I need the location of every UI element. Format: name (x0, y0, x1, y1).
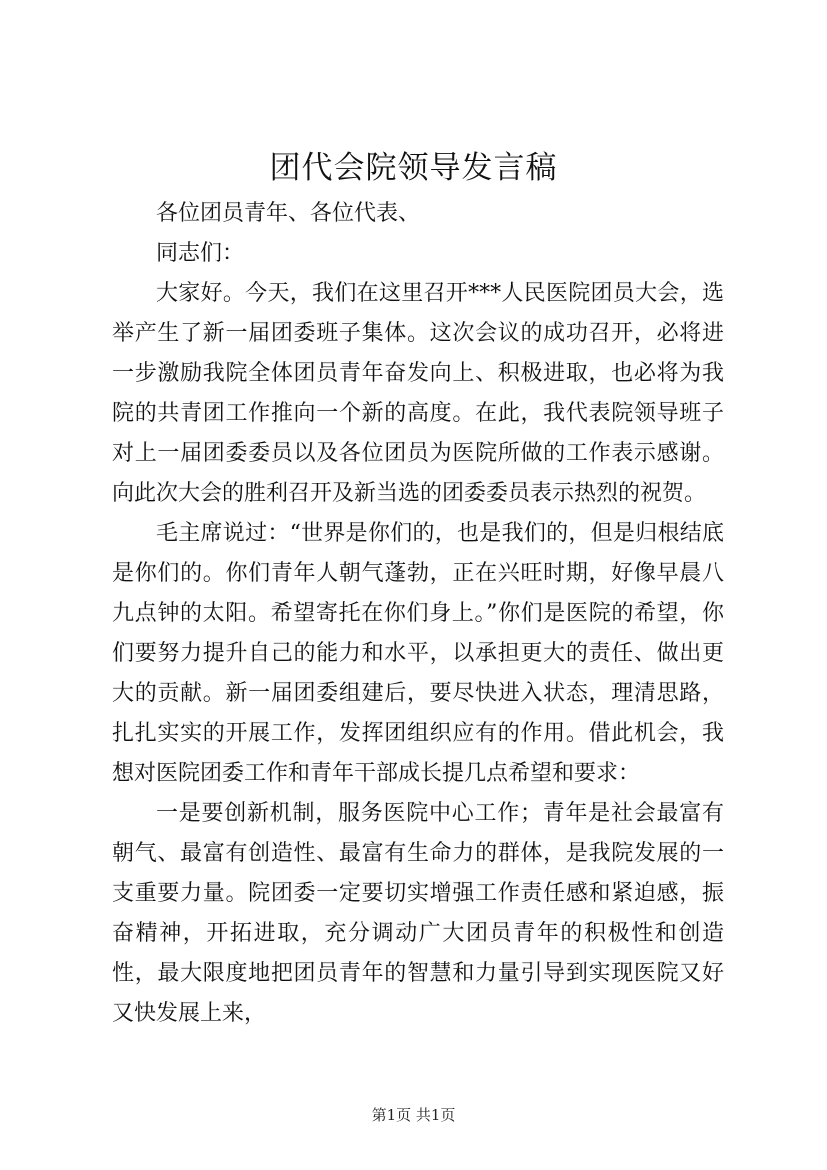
paragraph-quote: 毛主席说过：“世界是你们的，也是我们的，但是归根结底是你们的。你们青年人朝气蓬勃，正在兴旺时期，好像早晨八九点钟的太阳。希望寄托在你们身上。”你们是医院的希望，你们要努力提升自己的能力和水平，以承担更大的责任、做出更大的贡献。新一届团委组建后，要尽快进入状态，理清思路，扎扎实实的开展工作，发挥团组织应有的作用。借此机会，我想对医院团委工作和青年干部成长提几点希望和要求： (112, 521, 724, 786)
document-title: 团代会院领导发言稿 (269, 150, 558, 186)
salutation-line-1: 各位团员青年、各位代表、 (156, 201, 421, 226)
salutation-line-2: 同志们： (156, 241, 245, 266)
page-footer: 第1页 共1页 (371, 1106, 456, 1124)
document-body (112, 194, 724, 1034)
paragraph-greeting: 大家好。今天，我们在这里召开***人民医院团员大会，选举产生了新一届团委班子集体。这次会议的成功召开，必将进一步激励我院全体团员青年奋发向上、积极进取，也必将为我院的共青团工作推向一个新的高度。在此，我代表院领导班子对上一届团委委员以及各位团员为医院所做的工作表示感谢。向此次大会的胜利召开及新当选的团委委员表示热烈的祝贺。 (112, 281, 724, 506)
paragraph-point-one: 一是要创新机制，服务医院中心工作；青年是社会最富有朝气、最富有创造性、最富有生命力的群体，是我院发展的一支重要力量。院团委一定要切实增强工作责任感和紧迫感，振奋精神，开拓进取，充分调动广大团员青年的积极性和创造性，最大限度地把团员青年的智慧和力量引导到实现医院又好又快发展上来， (112, 801, 724, 1026)
